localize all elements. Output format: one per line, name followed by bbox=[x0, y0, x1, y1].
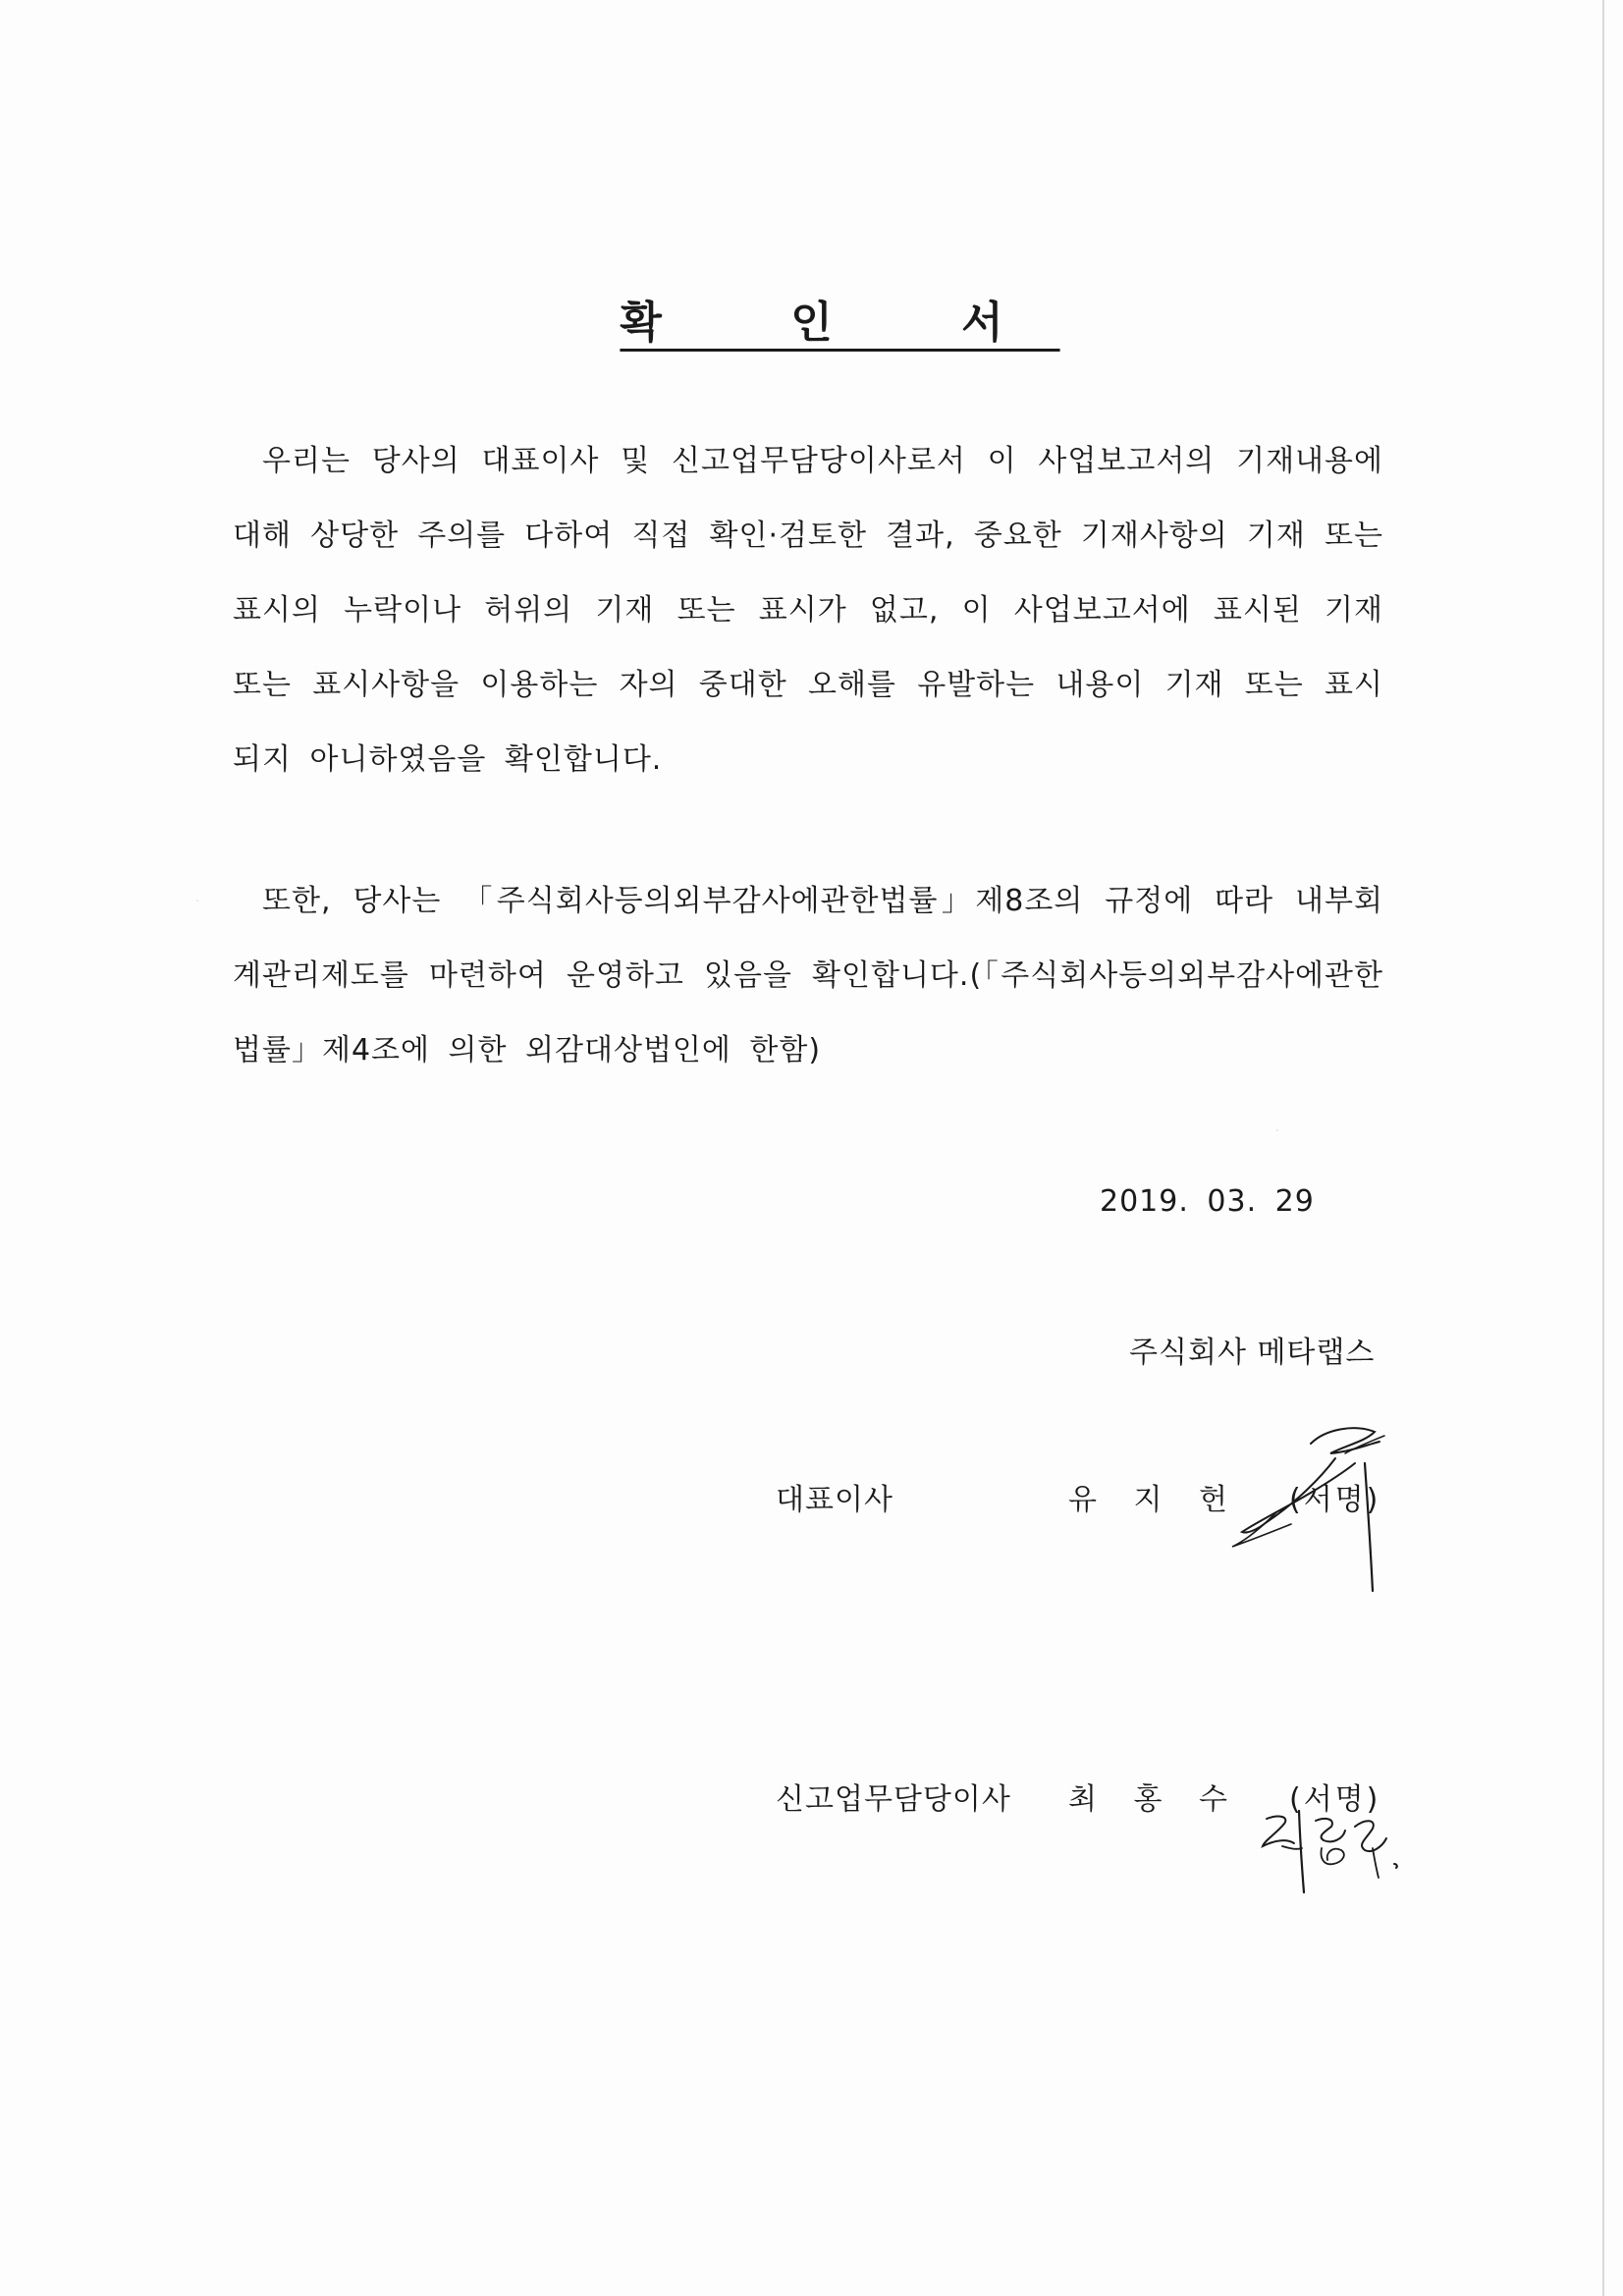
signature-label: (서명) bbox=[1289, 1782, 1381, 1817]
document-date: 2019. 03. 29 bbox=[1100, 1184, 1315, 1219]
signer-name: 최 홍 수 bbox=[1068, 1782, 1242, 1817]
confirmation-paragraph: 우리는 당사의 대표이사 및 신고업무담당이사로서 이 사업보고서의 기재내용에 대해 상당한 주의를 다하여 직접 확인·검토한 결과, 중요한 기재사항의 기재 또는 표시의 누락이나 허위의 기재 또는 표시가 없고, 이 사업보고서에 표시된 기재 또는 표시사항을 이용하는 자의 중대한 오해를 유발하는 내용이 기재 또는 표시되지 아니하였음을 확인합니다. bbox=[233, 444, 1383, 777]
signer-role: 신고업무담당이사 bbox=[776, 1782, 1011, 1817]
document-title: 확 인 서 bbox=[620, 298, 1060, 348]
handwritten-signature-director bbox=[1255, 1799, 1432, 1907]
scan-speck bbox=[1276, 1129, 1278, 1131]
signature-label: (서명) bbox=[1289, 1483, 1381, 1517]
signer-name: 유 지 헌 bbox=[1068, 1483, 1242, 1517]
signer-role: 대표이사 bbox=[776, 1483, 893, 1517]
scan-speck bbox=[196, 900, 198, 902]
internal-control-paragraph: 또한, 당사는 「주식회사등의외부감사에관한법률」제8조의 규정에 따라 내부회계관리제도를 마련하여 운영하고 있음을 확인합니다.(「주식회사등의외부감사에관한법률」제4조에 의한 외감대상법인에 한함) bbox=[233, 884, 1383, 1067]
handwritten-signature-ceo bbox=[1217, 1424, 1414, 1601]
company-name: 주식회사 메타랩스 bbox=[1129, 1336, 1376, 1370]
